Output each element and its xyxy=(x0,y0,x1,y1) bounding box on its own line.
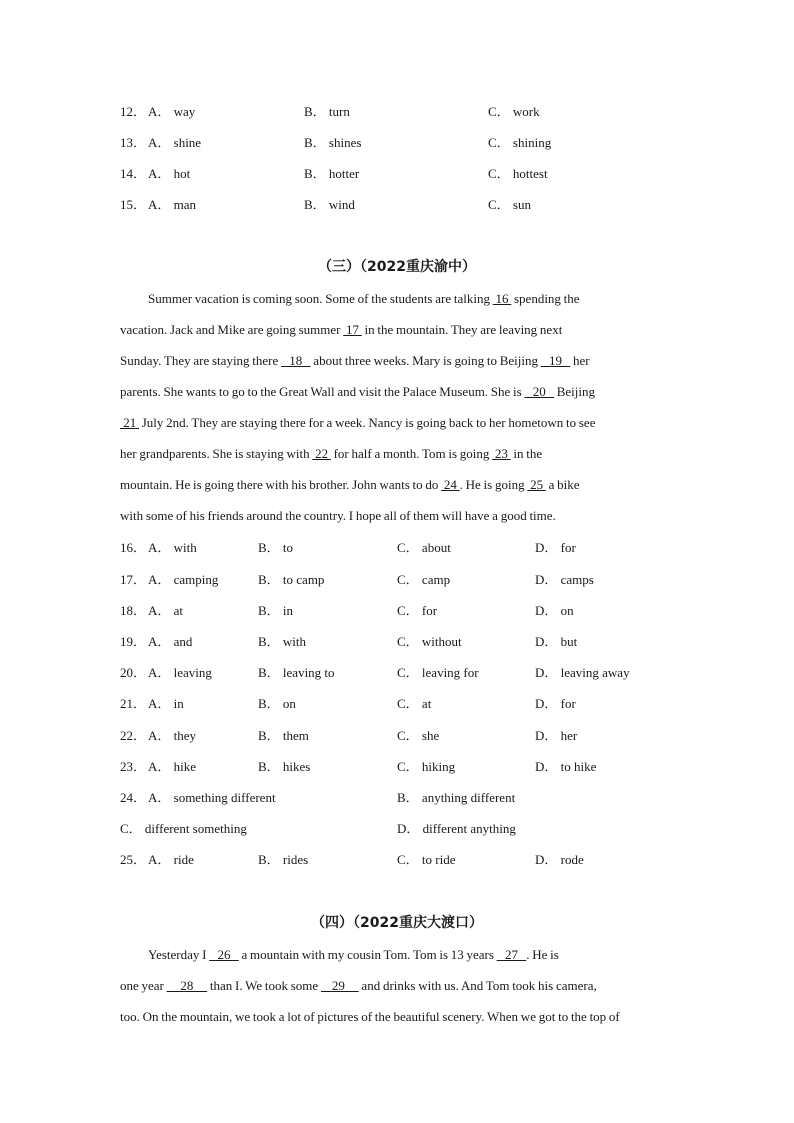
blank: 20 xyxy=(524,384,554,399)
option-b: B． hikes xyxy=(258,759,311,774)
option-c: C． leaving for xyxy=(397,665,479,680)
blank: 24 xyxy=(441,477,460,492)
option-d: D． rode xyxy=(535,852,584,867)
passage xyxy=(120,939,680,1032)
option-d: D． her xyxy=(535,728,578,743)
blank: 21 xyxy=(120,415,139,430)
blank: 19 xyxy=(540,353,571,368)
option-a: A． and xyxy=(148,634,193,649)
option-c: C． work xyxy=(488,104,540,119)
option-d: D． for xyxy=(535,540,576,555)
passage-line: with some of his friends around the country. I hope all of them will have a good time. xyxy=(120,508,556,523)
passage-line: Sunday. They are staying there 18 about three weeks. Mary is going to Beijing 19 her xyxy=(120,353,590,368)
passage-line: mountain. He is going there with his brother. John wants to do 24 . He is going 25 a bike xyxy=(120,477,580,492)
option-b: B． rides xyxy=(258,852,309,867)
passage-line: Yesterday I 26 a mountain with my cousin Tom. Tom is 13 years 27 . He is xyxy=(148,947,559,962)
option-a: A． hot xyxy=(148,166,191,181)
option-a: A． way xyxy=(148,104,196,119)
question-number: 17． xyxy=(120,572,147,587)
option-c: C． at xyxy=(397,696,432,711)
option-d: D． camps xyxy=(535,572,594,587)
option-b: B． them xyxy=(258,728,309,743)
passage-line: 21 July 2nd. They are staying there for a week. Nancy is going back to her hometown to see xyxy=(120,415,596,430)
option-b: B． leaving to xyxy=(258,665,335,680)
option-a: A． ride xyxy=(148,852,194,867)
option-b: B． anything different xyxy=(397,790,516,805)
blank: 29 xyxy=(320,978,359,993)
option-b: B． to camp xyxy=(258,572,325,587)
passage-line: vacation. Jack and Mike are going summer 17 in the mountain. They are leaving next xyxy=(120,322,563,337)
option-b: B． in xyxy=(258,603,294,618)
passage-line: parents. She wants to go to the Great Wall and visit the Palace Museum. She is 20 Beijing xyxy=(120,384,596,399)
option-c: C． hottest xyxy=(488,166,548,181)
question-number: 23． xyxy=(120,759,147,774)
option-c: C． without xyxy=(397,634,462,649)
option-a: A． hike xyxy=(148,759,197,774)
option-d: D． but xyxy=(535,634,578,649)
option-a: A． camping xyxy=(148,572,219,587)
passage xyxy=(120,283,680,531)
option-a: A． they xyxy=(148,728,197,743)
question-number: 13． xyxy=(120,135,147,150)
option-a: A． something different xyxy=(148,790,276,805)
blank: 25 xyxy=(527,477,546,492)
option-d: D． different anything xyxy=(397,821,516,836)
option-b: B． to xyxy=(258,540,294,555)
blank: 28 xyxy=(166,978,208,993)
option-a: A． in xyxy=(148,696,184,711)
question-number: 12． xyxy=(120,104,147,119)
question-number: 14． xyxy=(120,166,147,181)
passage-line: too. On the mountain, we took a lot of pictures of the beautiful scenery. When we got to the top of xyxy=(120,1009,620,1024)
question-number: 25． xyxy=(120,852,147,867)
blank: 18 xyxy=(281,353,311,368)
option-d: D． for xyxy=(535,696,576,711)
option-b: B． hotter xyxy=(304,166,360,181)
section-heading: （三）（2022重庆渝中） xyxy=(318,259,476,275)
passage-line: Summer vacation is coming soon. Some of the students are talking 16 spending the xyxy=(148,291,580,306)
option-c: C． camp xyxy=(397,572,451,587)
blank: 22 xyxy=(312,446,331,461)
question-number: 18． xyxy=(120,603,147,618)
question-number: 22． xyxy=(120,728,147,743)
question-number: 20． xyxy=(120,665,147,680)
option-a: A． man xyxy=(148,197,197,212)
option-c: C． different something xyxy=(120,821,247,836)
question-number: 21． xyxy=(120,696,147,711)
section-heading: （四）（2022重庆大渡口） xyxy=(311,915,483,931)
blank: 26 xyxy=(209,947,239,962)
question-number: 19． xyxy=(120,634,147,649)
option-a: A． leaving xyxy=(148,665,212,680)
option-b: B． shines xyxy=(304,135,362,150)
passage-line: her grandparents. She is staying with 22 for half a month. Tom is going 23 in the xyxy=(120,446,543,461)
option-b: B． with xyxy=(258,634,307,649)
option-a: A． with xyxy=(148,540,197,555)
option-d: D． leaving away xyxy=(535,665,630,680)
blank: 23 xyxy=(492,446,511,461)
option-b: B． wind xyxy=(304,197,355,212)
blank: 17 xyxy=(343,322,362,337)
blank: 27 xyxy=(496,947,527,962)
option-c: C． for xyxy=(397,603,438,618)
option-c: C． about xyxy=(397,540,451,555)
option-c: C． she xyxy=(397,728,440,743)
option-d: D． on xyxy=(535,603,574,618)
option-c: C． to ride xyxy=(397,852,456,867)
question-number: 16． xyxy=(120,540,147,555)
question-number: 24． xyxy=(120,790,147,805)
question-number: 15． xyxy=(120,197,147,212)
passage-line: one year 28 than I. We took some 29 and drinks with us. And Tom took his camera, xyxy=(120,978,597,993)
option-d: D． to hike xyxy=(535,759,597,774)
option-c: C． shining xyxy=(488,135,552,150)
option-c: C． sun xyxy=(488,197,531,212)
option-b: B． on xyxy=(258,696,296,711)
option-c: C． hiking xyxy=(397,759,456,774)
blank: 16 xyxy=(492,291,512,306)
option-a: A． at xyxy=(148,603,184,618)
option-a: A． shine xyxy=(148,135,202,150)
option-b: B． turn xyxy=(304,104,350,119)
